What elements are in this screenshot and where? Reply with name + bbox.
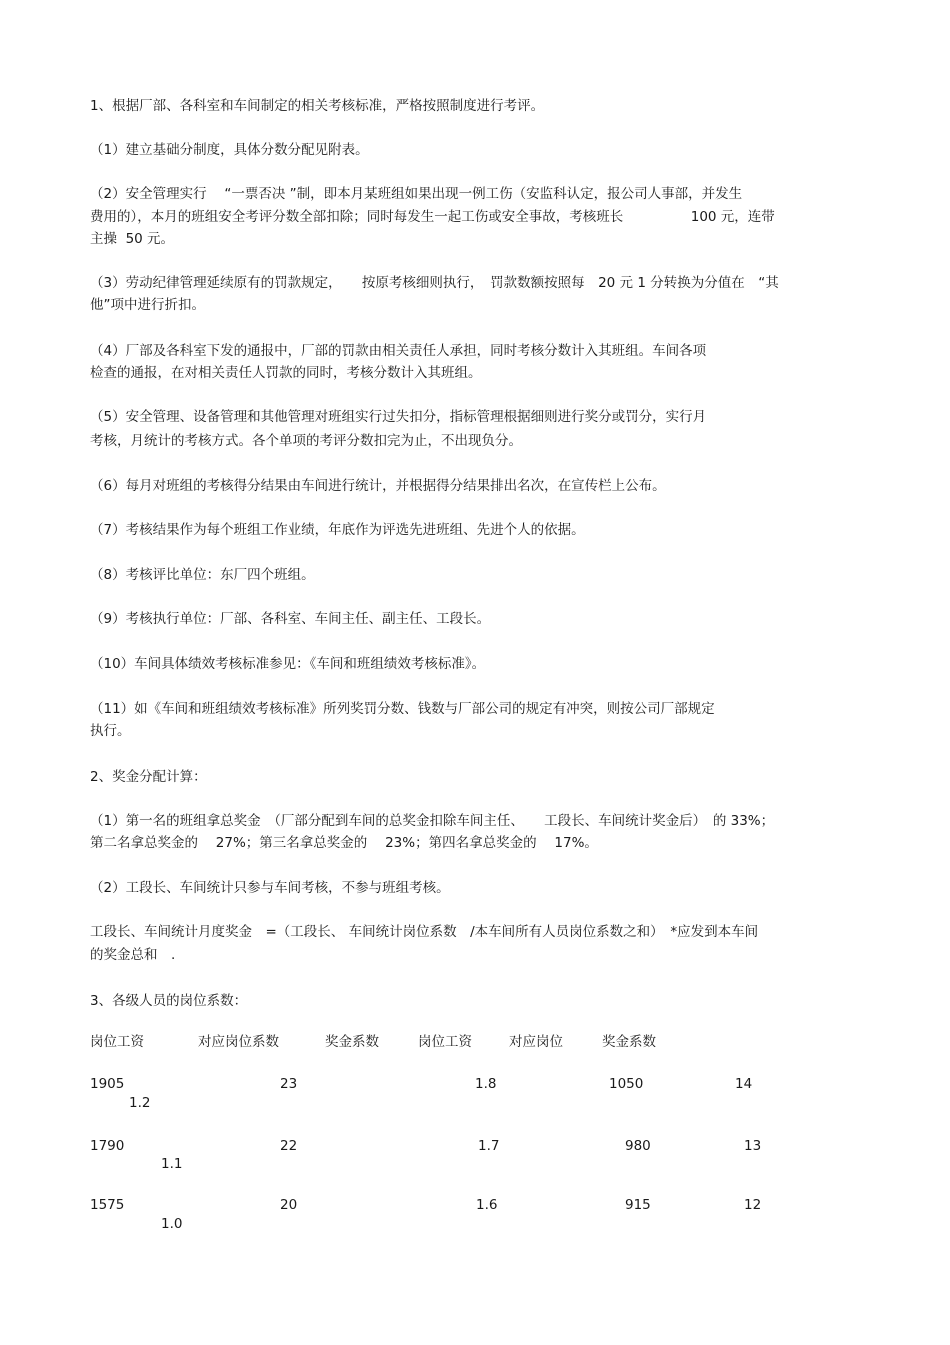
clause-1-9: （9）考核执行单位：厂部、各科室、车间主任、副主任、工段长。 <box>90 611 491 627</box>
table-cell: 14 <box>735 1076 753 1092</box>
table-cell: 1.7 <box>478 1138 500 1154</box>
clause-1-2-line2: 费用的），本月的班组安全考评分数全部扣除；同时每发生一起工伤或安全事故，考核班长 100 元，连带 <box>90 209 775 225</box>
clause-1-5-line1: （5）安全管理、设备管理和其他管理对班组实行过失扣分，指标管理根据细则进行奖分或罚分，实行月 <box>90 409 707 425</box>
clause-1-4-line2: 检查的通报，在对相关责任人罚款的同时，考核分数计入其班组。 <box>90 365 482 381</box>
table-cell: 915 <box>625 1197 651 1213</box>
clause-1-5-line2: 考核，月统计的考核方式。各个单项的考评分数扣完为止，不出现负分。 <box>90 433 522 449</box>
table-cell: 1050 <box>609 1076 644 1092</box>
clause-1-3-line2: 他”项中进行折扣。 <box>90 297 205 313</box>
section-1-heading: 1、根据厂部、各科室和车间制定的相关考核标准，严格按照制度进行考评。 <box>90 98 545 114</box>
clause-1-6: （6）每月对班组的考核得分结果由车间进行统计，并根据得分结果排出名次，在宣传栏上公布。 <box>90 478 666 494</box>
clause-2-1-line2: 第二名拿总奖金的 27%；第三名拿总奖金的 23%；第四名拿总奖金的 17%。 <box>90 835 598 851</box>
table-cell: 1905 <box>90 1076 125 1092</box>
bonus-formula-line2: 的奖金总和 . <box>90 947 176 963</box>
clause-1-11-line2: 执行。 <box>90 723 131 739</box>
clause-1-10: （10）车间具体绩效考核标准参见：《车间和班组绩效考核标准》。 <box>90 656 486 672</box>
table-cell: 1.2 <box>129 1095 151 1111</box>
clause-1-8: （8）考核评比单位：东厂四个班组。 <box>90 567 315 583</box>
table-cell: 980 <box>625 1138 651 1154</box>
table-header-cell: 岗位工资 <box>418 1034 472 1050</box>
section-2-heading: 2、奖金分配计算： <box>90 769 207 785</box>
section-3-heading: 3、各级人员的岗位系数： <box>90 993 248 1009</box>
table-cell: 1.0 <box>161 1216 183 1232</box>
table-cell: 22 <box>280 1138 298 1154</box>
clause-1-1: （1）建立基础分制度，具体分数分配见附表。 <box>90 142 369 158</box>
table-cell: 1.8 <box>475 1076 497 1092</box>
clause-1-4-line1: （4）厂部及各科室下发的通报中，厂部的罚款由相关责任人承担，同时考核分数计入其班组。车间各项 <box>90 343 707 359</box>
clause-1-7: （7）考核结果作为每个班组工作业绩，年底作为评选先进班组、先进个人的依据。 <box>90 522 585 538</box>
table-header-cell: 奖金系数 <box>325 1034 379 1050</box>
table-cell: 23 <box>280 1076 298 1092</box>
clause-2-2: （2）工段长、车间统计只参与车间考核，不参与班组考核。 <box>90 880 450 896</box>
table-cell: 1.1 <box>161 1156 183 1172</box>
table-cell: 1.6 <box>476 1197 498 1213</box>
table-header-cell: 对应岗位 <box>509 1034 563 1050</box>
bonus-formula-line1: 工段长、车间统计月度奖金 =（工段长、 车间统计岗位系数 /本车间所有人员岗位系数之和） *应发到本车间 <box>90 924 759 940</box>
clause-1-2-line3: 主操 50 元。 <box>90 231 175 247</box>
table-header-cell: 岗位工资 <box>90 1034 144 1050</box>
table-cell: 13 <box>744 1138 762 1154</box>
table-header-cell: 对应岗位系数 <box>198 1034 279 1050</box>
table-cell: 12 <box>744 1197 762 1213</box>
table-header-cell: 奖金系数 <box>602 1034 656 1050</box>
clause-1-2-line1: （2）安全管理实行 “一票否决 ”制，即本月某班组如果出现一例工伤（安监科认定，报公司人事部，并发生 <box>90 186 743 202</box>
table-cell: 20 <box>280 1197 298 1213</box>
clause-1-3-line1: （3）劳动纪律管理延续原有的罚款规定， 按原考核细则执行， 罚款数额按照每 20 元 1 分转换为分值在 “其 <box>90 275 779 291</box>
table-cell: 1790 <box>90 1138 125 1154</box>
clause-2-1-line1: （1）第一名的班组拿总奖金 （厂部分配到车间的总奖金扣除车间主任、 工段长、车间统计奖金后） 的 33%； <box>90 813 775 829</box>
clause-1-11-line1: （11）如《车间和班组绩效考核标准》所列奖罚分数、钱数与厂部公司的规定有冲突，则按公司厂部规定 <box>90 701 715 717</box>
table-cell: 1575 <box>90 1197 125 1213</box>
